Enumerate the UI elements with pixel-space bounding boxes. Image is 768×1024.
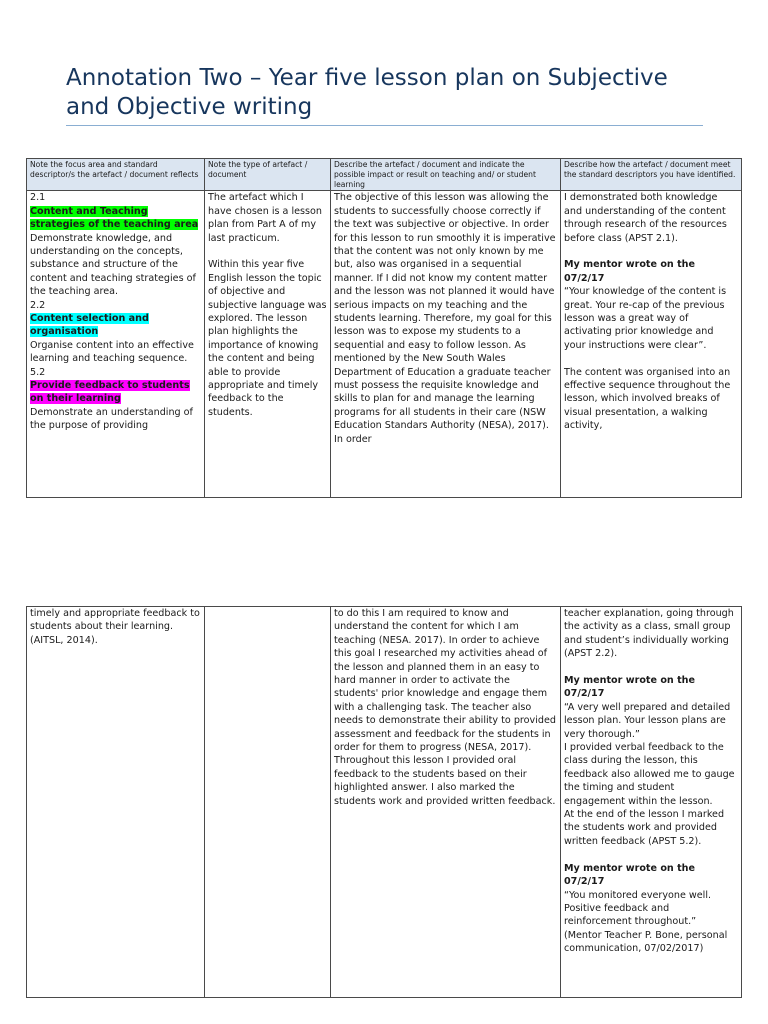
standards-evidence-cell (561, 191, 742, 498)
evidence-paragraph: I demonstrated both knowledge and understanding of the content through research of the resources before class (APST 2.1). (564, 192, 727, 244)
standard-description: Demonstrate knowledge, and understanding on the concepts, substance and structure of the content and teaching strategies of the teaching area. (30, 232, 196, 298)
mentor-comment-heading: My mentor wrote on the 07/2/17 (564, 675, 696, 700)
mentor-quote: “Your knowledge of the content is great. Your re-cap of the previous lesson was a great way of activating prior knowledge and your instructions were clear”. (564, 286, 727, 351)
mentor-comment-heading: My mentor wrote on the 07/2/17 (564, 259, 696, 284)
description-paragraph: The objective of this lesson was allowing the students to successfully choose correctly if the text was subjective or objective. In order for this lesson to run smoothly it is imperative that the content was not only known by me but, also was organised in a sequential manner. If I did not know my content matter and the lesson was not planned it would have serious impacts on my teaching and the students learning. Therefore, my goal for this lesson was to expose my students to a sequential and easy to follow lesson. As mentioned by the New South Wales Department of Education a graduate teacher must possess the requisite knowledge and skills to plan for and manage the learning programs for all students in their care (NSW Education Standars Authority (NESA), 2017). In order (334, 192, 556, 445)
standard-heading-highlight: Content and Teaching strategies of the teaching area (30, 205, 199, 231)
mentor-comment-heading: My mentor wrote on the 07/2/17 (564, 862, 696, 888)
header-focus-area: Note the focus area and standard descriptor/s the artefact / document reflects (27, 159, 205, 191)
artefact-description-cell (331, 191, 561, 498)
title-underline (66, 125, 703, 126)
evidence-paragraph: The content was organised into an effective sequence throughout the lesson, which involved breaks of visual presentation, a walking activity, (564, 366, 731, 432)
artefact-paragraph: Within this year five English lesson the topic of objective and subjective language was explored. The lesson plan highlights the importance of knowing the content and being able to provide appropriate and timely feedback to the students. (208, 259, 327, 418)
standard-description: Organise content into an effective learning and teaching sequence. (30, 339, 194, 365)
standards-evidence-cell (561, 607, 742, 998)
focus-area-cell (27, 607, 205, 998)
standard-number: 5.2 (30, 366, 46, 378)
mentor-quote: “A very well prepared and detailed lesson plan. Your lesson plans are very thorough.” (564, 701, 731, 740)
header-artefact-description: Describe the artefact / document and indicate the possible impact or result on teaching and/ or student learning (331, 159, 561, 191)
artefact-description-cell (331, 607, 561, 998)
header-artefact-type: Note the type of artefact / document (205, 159, 331, 191)
standard-number: 2.1 (30, 192, 46, 204)
annotation-table-page-1 (26, 158, 742, 498)
evidence-paragraph: I provided verbal feedback to the class during the lesson, this feedback also allowed me to gauge the timing and student engagement within the lesson. (564, 742, 735, 807)
evidence-paragraph: teacher explanation, going through the activity as a class, small group and student’s individually working (APST 2.2). (564, 608, 734, 660)
artefact-type-cell (205, 607, 331, 998)
mentor-quote: “You monitored everyone well. Positive feedback and reinforcement throughout.” (564, 889, 712, 928)
table-header-row (27, 159, 742, 191)
artefact-type-cell (205, 191, 331, 498)
standard-heading-highlight: Provide feedback to students on their learning (30, 380, 190, 405)
standard-heading-highlight: Content selection and organisation (30, 313, 149, 338)
annotation-table-page-2 (26, 606, 742, 998)
evidence-paragraph: At the end of the lesson I marked the students work and provided written feedback (APST 5.2). (564, 809, 725, 847)
focus-area-cell (27, 191, 205, 498)
header-standard-descriptors: Describe how the artefact / document meet the standard descriptors you have identified. (561, 159, 742, 191)
table-row (27, 607, 742, 998)
mentor-citation: (Mentor Teacher P. Bone, personal communication, 07/02/2017) (564, 929, 728, 955)
table-row (27, 191, 742, 498)
document-title: Annotation Two – Year five lesson plan on Subjective and Objective writing (66, 65, 668, 120)
standard-description: Demonstrate an understanding of the purpose of providing (30, 406, 193, 432)
description-paragraph: to do this I am required to know and understand the content for which I am teaching (NESA. 2017). In order to achieve this goal I researched my activities ahead of the lesson and planned them in an easy to hard manner in order to activate the students' prior knowledge and engage them with a challenging task. The teacher also needs to demonstrate their ability to provided assessment and feedback for the students in order for them to progress (NESA, 2017). Throughout this lesson I provided oral feedback to the students based on their highlighted answer. I also marked the students work and provided written feedback. (334, 608, 556, 807)
standard-number: 2.2 (30, 299, 46, 311)
artefact-paragraph: The artefact which I have chosen is a lesson plan from Part A of my last practicum. (208, 192, 323, 244)
standard-description: timely and appropriate feedback to students about their learning. (AITSL, 2014). (30, 608, 200, 646)
